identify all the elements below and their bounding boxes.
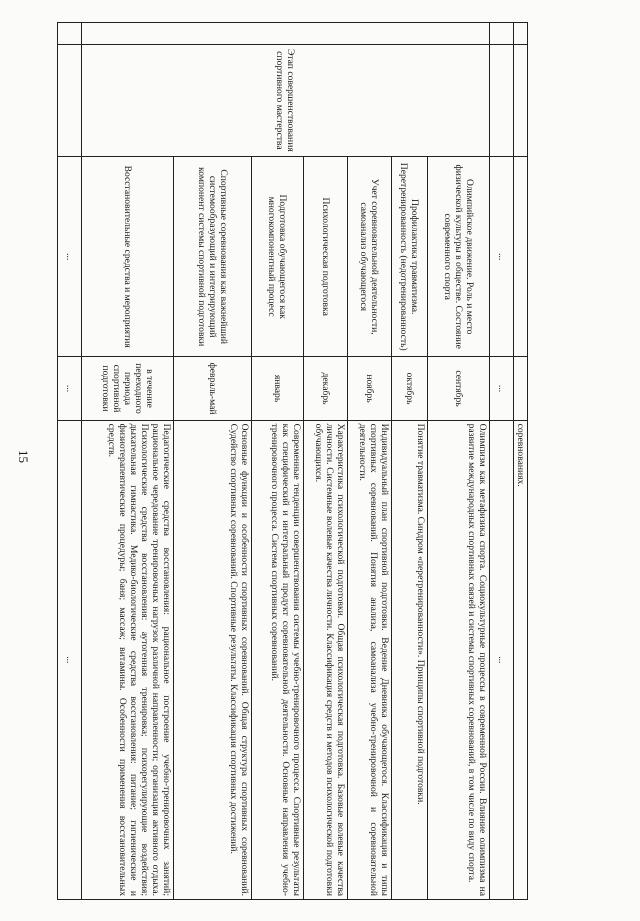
content-cell: Олимпизм как метафизика спорта. Социокультурные процессы в современной России. Влияние олимпизма на развитие международных спортивных связей и системы спортивных соревнований, в том числе по виду спорта. [428,420,490,899]
content-cell: Современные тенденции совершенствования системы учебно-тренировочного процесса. Спортивные результаты как специфический и интегральный продукт соревновательной деятельности. Основные направления учебно-тренировочного процесса. Система спортивных соревнований. [252,420,304,899]
topic-cell: Спортивные соревнования как важнейший системообразующий и интегрирующий компонент системы спортивной подготовки [174,156,252,356]
month-cell: в течение переходного периода спортивной подготовки [82,357,174,420]
topic-cell: Подготовка обучающегося как многокомпонентный процесс [252,156,304,356]
empty-cell [514,44,528,156]
topic-cell: Олимпийское движение. Роль и место физической культуры в обществе. Состояние современного спорта [428,156,490,356]
content-cell: Педагогические средства восстановления: рациональное построение учебно-тренировочных занятий; рациональное чередование тренировочных нагрузок различной направленности; организация активного отдыха. Психологические средства восстановления: аутогенная тренировка; психорегулирующие воздействия; дыхательная гимнастика. Медико-биологические средства восстановления: питание; гигиенические и физиотерапевтические процедуры; баня; массаж; витамины. Особенности применения восстановительных средств. [82,420,174,899]
month-cell: февраль-май [174,357,252,420]
ellipsis-cell: ... [490,156,514,356]
ellipsis-cell: ... [58,156,82,356]
empty-cell [490,44,514,156]
stage-cell: Этап совершенствования спортивного мастерства [82,44,490,156]
month-cell: ноябрь [348,357,392,420]
table-row [428,23,490,900]
rotated-table-wrapper [64,22,528,900]
empty-cell [514,23,528,45]
topic-cell: Восстановительные средства и мероприятия [82,156,174,356]
month-cell: октябрь [392,357,428,420]
ellipsis-cell: ... [490,420,514,899]
ellipsis-cell: ... [58,357,82,420]
month-cell: январь [252,357,304,420]
content-cell: Характеристика психологической подготовки. Общая психологическая подготовка. Базовые волевые качества личности. Системные волевые качества личности. Классификация средств и методов психологической подготовки обучающихся. [304,420,348,899]
empty-cell [58,44,82,156]
ellipsis-cell: ... [490,357,514,420]
month-cell: сентябрь [428,357,490,420]
ellipsis-cell: ... [58,420,82,899]
table-row [514,23,528,900]
curriculum-table [57,22,528,900]
empty-cell [82,23,490,45]
content-cell: Индивидуальный план спортивной подготовки. Ведение Дневника обучающегося. Классификация и типы спортивных соревнований. Понятия анализа, самоанализа учебно-тренировочной и соревновательной деятельности. [348,420,392,899]
content-cell: Основные функции и особенности спортивных соревнований. Общая структура спортивных соревнований. Судейство спортивных соревнований. Спортивные результаты. Классификация спортивных достижений. [174,420,252,899]
page-number: 15 [16,450,31,463]
topic-cell: Психологическая подготовка [304,156,348,356]
content-cell: Понятие травматизма. Синдром «перетренированности». Принципы спортивной подготовки. [392,420,428,899]
month-cell: декабрь [304,357,348,420]
top-row-text: соревнованиях. [514,420,528,899]
table-row [58,23,82,900]
empty-cell [490,23,514,45]
topic-cell: Учет соревновательной деятельности, самоанализ обучающегося [348,156,392,356]
empty-cell [514,156,528,356]
empty-cell [514,357,528,420]
topic-cell: Профилактика травматизма. Перетренированность (недотренированность) [392,156,428,356]
table-row [490,23,514,900]
empty-cell [58,23,82,45]
